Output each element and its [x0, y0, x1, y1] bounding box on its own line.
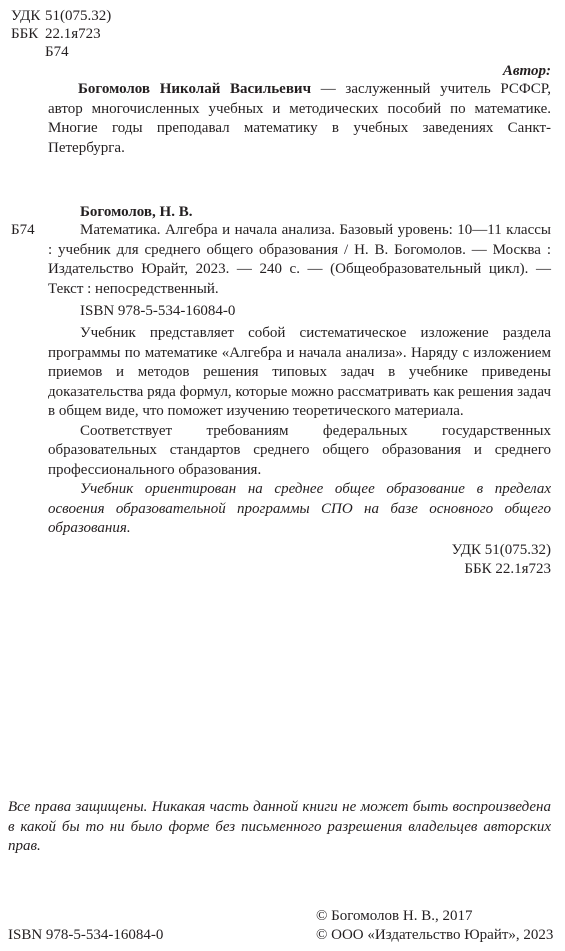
rights-notice: Все права защищены. Никакая часть данной книги не может быть воспроизведена в какой бы то ни было форме без письменного разрешения владельцев авторских прав. — [8, 799, 551, 854]
catalog-code: Б74 — [11, 222, 35, 238]
catalog-isbn: ISBN 978-5-534-16084-0 — [80, 303, 236, 319]
author-heading: Автор: — [502, 63, 551, 79]
author-bio — [48, 80, 551, 158]
udk-value: 51(075.32) — [45, 8, 112, 24]
author-name: Богомолов Николай Васильевич — [78, 81, 312, 97]
copyright-publisher: © ООО «Издательство Юрайт», 2023 — [316, 927, 554, 943]
abstract-paragraph-2: Соответствует требованиям федеральных государственных образовательных стандартов среднего общего образования и среднего профессионального образования. — [48, 422, 551, 478]
abstract — [48, 324, 551, 539]
author-bio-text: — заслуженный учитель РСФСР, автор многочисленных учебных и методических пособий по математике. Многие годы преподавал математику в учебных заведениях Санкт-Петербурга. — [48, 81, 551, 156]
author-mark: Б74 — [45, 44, 69, 60]
bbk-value: 22.1я723 — [45, 26, 101, 42]
footer-bbk: ББК 22.1я723 — [464, 561, 551, 577]
footer-classification — [452, 541, 551, 579]
bottom-isbn: ISBN 978-5-534-16084-0 — [8, 927, 164, 943]
copyright-block — [316, 907, 553, 945]
copyright-author: © Богомолов Н. В., 2017 — [316, 908, 473, 924]
abstract-paragraph-3: Учебник ориентирован на среднее общее образование в пределах освоения образовательной программы СПО на базе основного общего образования. — [48, 481, 551, 536]
abstract-paragraph-1: Учебник представляет собой систематическое изложение раздела программы по математике «Алгебра и начала анализа». Наряду с изложением приемов и методов решения типовых задач в учебнике приведены доказательства ряда формул, которые можно рассматривать как решения задач в общем виде, что поможет изучению теоретического материала. — [48, 325, 551, 419]
catalog-author: Богомолов, Н. В. — [80, 204, 193, 220]
footer-udk: УДК 51(075.32) — [451, 542, 551, 558]
bbk-label: ББК — [11, 26, 39, 42]
udk-label: УДК — [11, 8, 41, 24]
catalog-description: Математика. Алгебра и начала анализа. Базовый уровень: 10—11 классы : учебник для среднего общего образования / Н. В. Богомолов. — Москва : Издательство Юрайт, 2023. — 240 с. — (Общеобразовательный цикл). — Текст : непосредственный. — [48, 222, 551, 297]
